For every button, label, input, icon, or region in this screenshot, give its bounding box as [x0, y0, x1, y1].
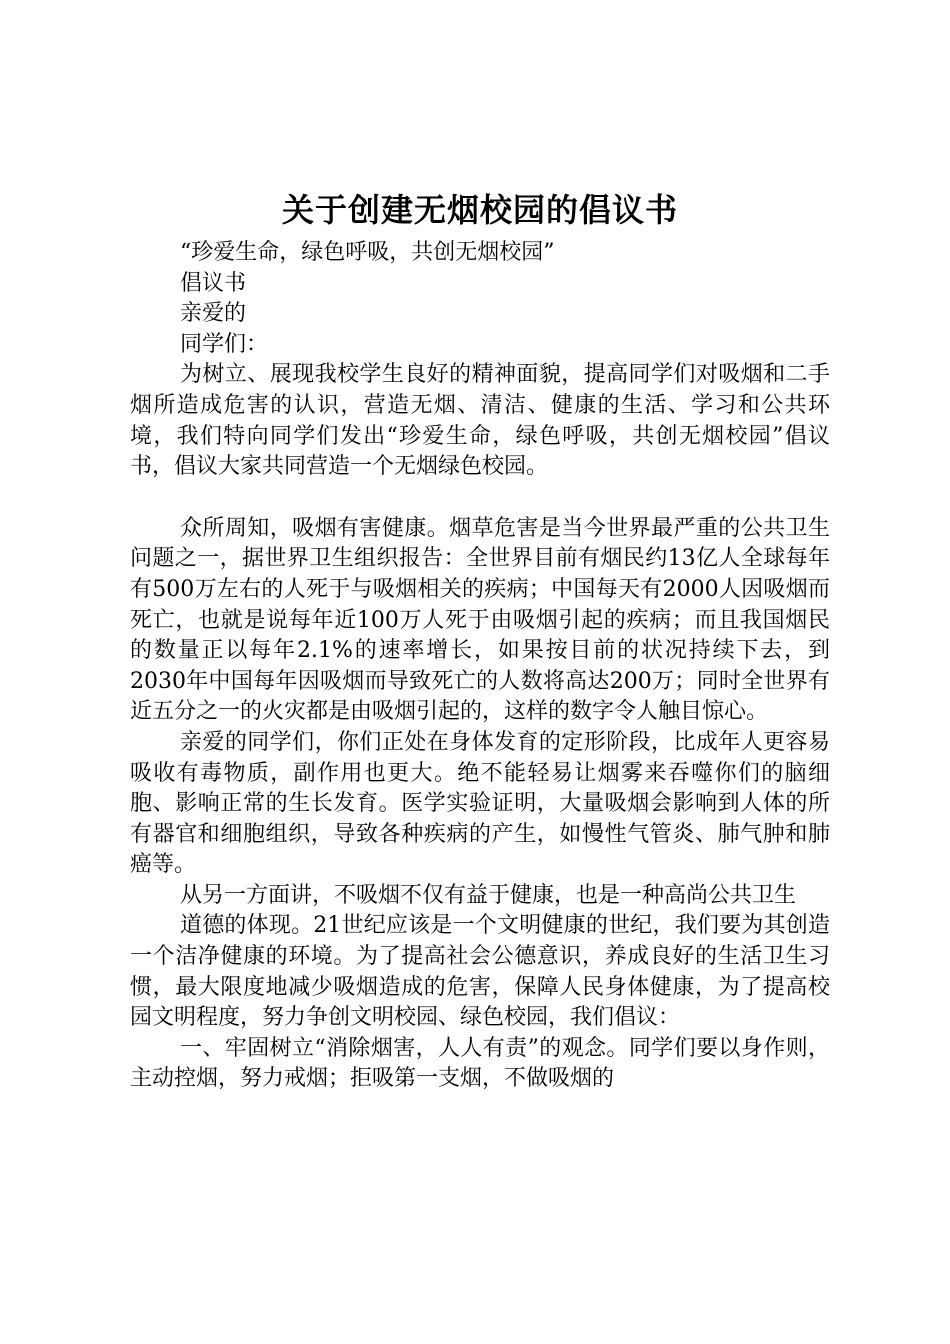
- paragraph-morality: 从另一方面讲，不吸烟不仅有益于健康，也是一种高尚公共卫生: [180, 882, 797, 908]
- salutation-line-1: 亲爱的: [180, 301, 247, 327]
- document-heading: 倡议书: [180, 270, 247, 296]
- document-subtitle: “珍爱生命，绿色呼吸，共创无烟校园”: [180, 240, 555, 265]
- document-title: 关于创建无烟校园的倡议书: [281, 191, 678, 229]
- paragraph-statistics: 众所周知，吸烟有害健康。烟草危害是当今世界最严重的公共卫生问题之一，据世界卫生组织报告：全世界目前有烟民约13亿人全球每年有500万左右的人死于与吸烟相关的疾病；中国每天有2000人因吸烟而死亡，也就是说每年近100万人死于由吸烟引起的疾病；而且我国烟民的数量正以每年2.1%的速率增长，如果按目前的状况持续下去，到2030年中国每年因吸烟而导致死亡的人数将高达200万；同时全世界有近五分之一的火灾都是由吸烟引起的，这样的数字令人触目惊心。: [130, 515, 830, 725]
- paragraph-proposal-1: 一、牢固树立“消除烟害，人人有责”的观念。同学们要以身作则，主动控烟，努力戒烟；拒吸第一支烟，不做吸烟的: [130, 1035, 830, 1092]
- paragraph-intro: 为树立、展现我校学生良好的精神面貌，提高同学们对吸烟和二手烟所造成危害的认识，营造无烟、清洁、健康的生活、学习和公共环境，我们特向同学们发出“珍爱生命，绿色呼吸，共创无烟校园”倡议书，倡议大家共同营造一个无烟绿色校园。: [130, 362, 830, 480]
- salutation-line-2: 同学们：: [180, 331, 269, 357]
- paragraph-civilization: 道德的体现。21世纪应该是一个文明健康的世纪，我们要为其创造一个洁净健康的环境。为了提高社会公德意识，养成良好的生活卫生习惯，最大限度地减少吸烟造成的危害，保障人民身体健康，为了提高校园文明程度，努力争创文明校园、绿色校园，我们倡议：: [130, 913, 830, 1031]
- paragraph-students: 亲爱的同学们，你们正处在身体发育的定形阶段，比成年人更容易吸收有毒物质，副作用也更大。绝不能轻易让烟雾来吞噬你们的脑细胞、影响正常的生长发育。医学实验证明，大量吸烟会影响到人体的所有器官和细胞组织，导致各种疾病的产生，如慢性气管炎、肺气肿和肺癌等。: [130, 729, 830, 878]
- document-page: [130, 182, 830, 1095]
